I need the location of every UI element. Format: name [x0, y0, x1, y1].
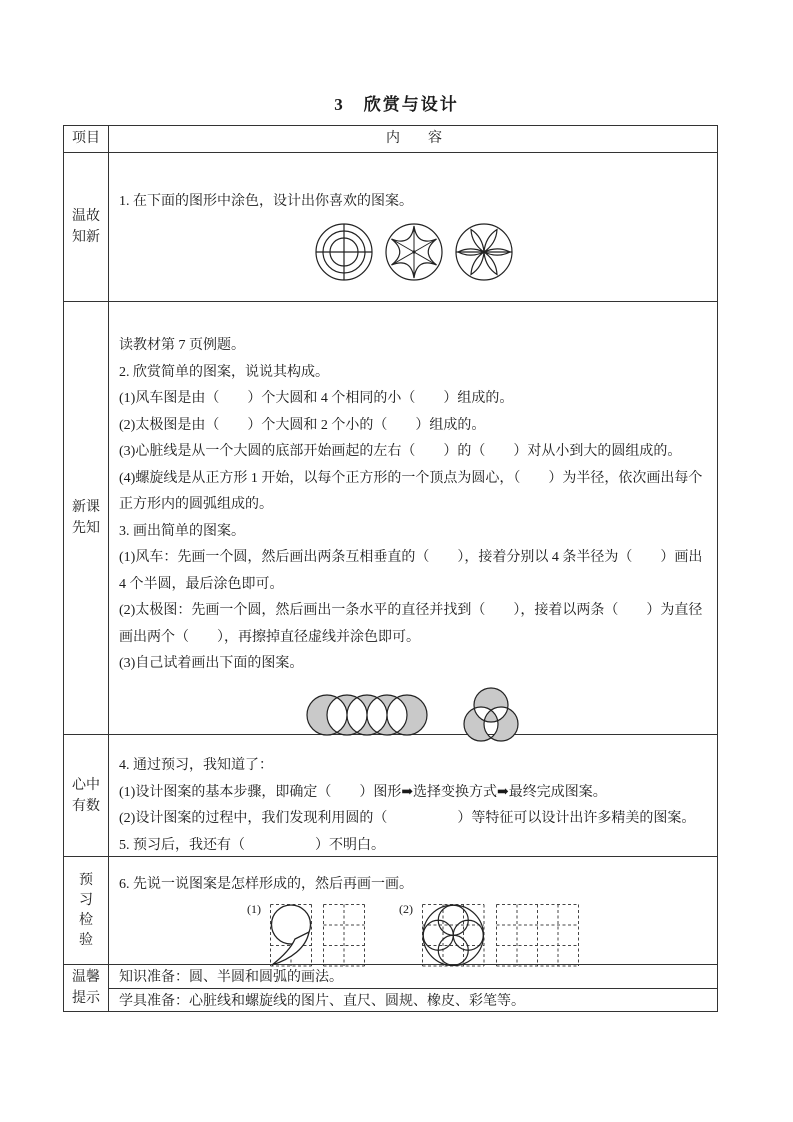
- section-tips-row: [64, 964, 717, 1011]
- text-line: 5. 预习后，我还有（ ）不明白。: [119, 837, 385, 853]
- question-6-text: 6. 先说一说图案是怎样形成的，然后再画一画。: [119, 877, 413, 892]
- pattern-group-1: [247, 903, 367, 969]
- grid-pattern-figures: [119, 903, 709, 969]
- section-check-content: [109, 857, 717, 964]
- flower-pattern-grid-icon: [421, 903, 487, 969]
- text-line: 2. 欣赏简单的图案，说说其构成。: [119, 364, 329, 380]
- six-petal-rosette-icon: [453, 221, 515, 283]
- section-new-lesson-label: 新课 先知: [64, 302, 109, 734]
- column-header-project: 项目: [64, 126, 109, 152]
- section-new-lesson-content: [109, 302, 717, 734]
- text-line: (2)设计图案的过程中，我们发现利用圆的（ ）等特征可以设计出许多精美的图案。: [119, 811, 696, 826]
- concentric-circles-icon: [313, 221, 375, 283]
- section-review-label: 温故 知新: [64, 153, 109, 301]
- section-check-row: [64, 856, 717, 964]
- section-review-row: [64, 152, 717, 301]
- section-summary-content: [109, 735, 717, 856]
- question-1-text: 1. 在下面的图形中涂色，设计出你喜欢的图案。: [119, 194, 413, 209]
- circle-design-figures: [119, 221, 709, 283]
- text-line: (1)风车图是由（ ）个大圆和 4 个相同的小（ ）组成的。: [119, 391, 514, 406]
- text-line: (3)自己试着画出下面的图案。: [119, 656, 304, 671]
- pattern-1-label: (1): [247, 901, 261, 916]
- section-review-content: [109, 153, 717, 301]
- text-line: 读教材第 7 页例题。: [119, 338, 245, 353]
- section-summary-label: 心中 有数: [64, 735, 109, 856]
- text-line: 4. 通过预习，我知道了：: [119, 758, 273, 773]
- overlapping-circles-chain-icon: [305, 693, 429, 737]
- six-point-star-rosette-icon: [383, 221, 445, 283]
- empty-grid-2x3-icon: [322, 903, 367, 969]
- text-line: (2)太极图是由（ ）个大圆和 2 个小的（ ）组成的。: [119, 417, 486, 433]
- page-title: 3 欣赏与设计: [334, 95, 459, 114]
- pattern-2-label: (2): [399, 901, 413, 916]
- tools-prep-text: 学具准备：心脏线和螺旋线的图片、直尺、圆规、橡皮、彩笔等。: [119, 993, 525, 1009]
- text-line: 3. 画出简单的图案。: [119, 523, 245, 539]
- section-tips-label: 温馨 提示: [64, 965, 109, 1011]
- worksheet-table: [63, 125, 718, 1012]
- section-new-lesson-row: [64, 301, 717, 734]
- knowledge-prep-text: 知识准备：圆、半圆和圆弧的画法。: [109, 965, 717, 989]
- table-header-row: [64, 126, 717, 152]
- empty-grid-4x3-icon: [495, 903, 581, 969]
- text-line: (4)螺旋线是从正方形 1 开始，以每个正方形的一个顶点为圆心，（ ）为半径，依次画出每个正方形内的圆弧组成的。: [119, 470, 703, 512]
- pattern-group-2: [399, 903, 581, 969]
- section-check-label: 预 习 检 验: [64, 857, 109, 964]
- text-line: (1)设计图案的基本步骤，即确定（ ）图形➡选择变换方式➡最终完成图案。: [119, 784, 607, 800]
- comma-pattern-grid-icon: [269, 903, 314, 969]
- column-header-content: 内 容: [386, 131, 442, 146]
- text-line: (2)太极图：先画一个圆，然后画出一条水平的直径并找到（ ），接着以两条（ ）为直径画出两个（ ），再擦掉直径虚线并涂色即可。: [119, 603, 703, 645]
- text-line: (3)心脏线是从一个大圆的底部开始画起的左右（ ）的（ ）对从小到大的圆组成的。: [119, 444, 682, 459]
- text-line: (1)风车：先画一个圆，然后画出两条互相垂直的（ ），接着分别以 4 条半径为（ ）画出 4 个半圆，最后涂色即可。: [119, 550, 703, 592]
- section-summary-row: [64, 734, 717, 856]
- section-tips-content: [109, 965, 717, 1011]
